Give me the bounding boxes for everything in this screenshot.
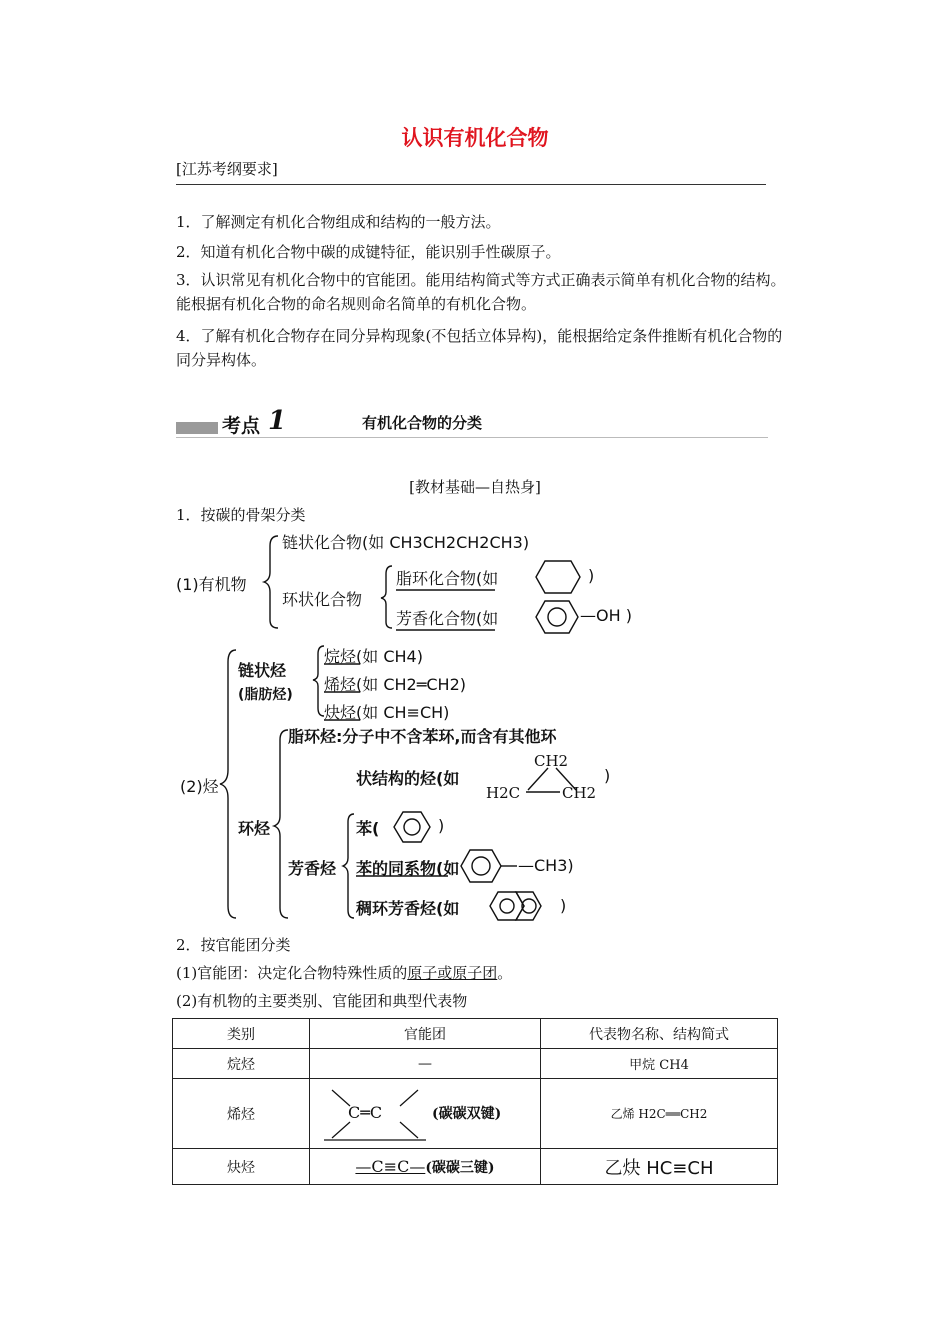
cyclopropane-left: H2C — [486, 784, 521, 802]
requirement-3: 3．认识常见有机化合物中的官能团。能用结构简式等方式正确表示简单有机化合物的结构。能根据有机化合物的命名规则命名简单的有机化合物。 — [176, 271, 786, 313]
cell-rep: 乙炔 HC≡CH — [541, 1149, 778, 1185]
benzene-line: 苯( — [356, 819, 380, 838]
section-number: 1 — [268, 406, 287, 436]
alicyclic-compounds: 脂环化合物(如 — [396, 569, 499, 588]
table-row — [173, 1149, 778, 1185]
benzene-close: ) — [438, 816, 445, 835]
fg-table — [172, 1018, 778, 1185]
alkene-formula: C═C — [348, 1103, 383, 1122]
skeleton-heading: 1．按碳的骨架分类 — [176, 506, 306, 524]
cyclopropane-right: CH2 — [562, 784, 597, 802]
requirements-label: [江苏考纲要求] — [176, 160, 278, 178]
fg-definition: (1)官能团：决定化合物特殊性质的原子或原子团。 — [176, 964, 513, 982]
aromatic-compounds: 芳香化合物(如 — [396, 609, 499, 628]
section-subheading: [教材基础—自热身] — [409, 478, 541, 496]
brace-chain — [313, 646, 324, 716]
header-category: 类别 — [173, 1019, 310, 1049]
fg-heading: 2．按官能团分类 — [176, 936, 291, 954]
toluene-ring-icon — [461, 850, 501, 882]
cell-rep: 乙烯 H2C══CH2 — [541, 1079, 778, 1149]
brace-ringhc — [274, 730, 288, 918]
alicyclic-hc-close: ) — [604, 766, 611, 785]
table-header-row — [173, 1019, 778, 1049]
chain-hydrocarbon-sub: (脂肪烃) — [238, 687, 293, 703]
cell-group — [310, 1149, 541, 1185]
requirement-4: 4．了解有机化合物存在同分异构现象(不包括立体异构)，能根据给定条件推断有机化合物的同分异构体。 — [176, 327, 783, 369]
cyclopropane-top: CH2 — [534, 752, 569, 770]
cell-category: 炔烃 — [173, 1149, 310, 1185]
requirement-1: 1．了解测定有机化合物组成和结构的一般方法。 — [176, 213, 501, 231]
aromatic-hydrocarbon: 芳香烃 — [288, 859, 337, 878]
fused-close: ) — [560, 896, 567, 915]
alkyne-line: 炔烃(如 CH≡CH) — [324, 703, 450, 722]
fg-table-heading: (2)有机物的主要类别、官能团和典型代表物 — [176, 992, 468, 1010]
brace-aromatic — [343, 814, 354, 918]
header-rep: 代表物名称、结构简式 — [541, 1019, 778, 1049]
organic-root: (1)有机物 — [176, 575, 247, 594]
brace-ring — [381, 566, 392, 628]
ring-hydrocarbon: 环烃 — [238, 819, 271, 838]
phenol-ring-icon — [536, 601, 578, 633]
requirement-2: 2．知道有机化合物中碳的成键特征，能识别手性碳原子。 — [176, 243, 561, 261]
brace-hydrocarbon — [220, 650, 236, 918]
fused-line: 稠环芳香烃(如 — [356, 899, 460, 918]
ring-compounds: 环状化合物 — [282, 590, 363, 609]
alkene-line: 烯烃(如 CH2═CH2) — [324, 675, 466, 694]
cell-rep: 甲烷 CH4 — [541, 1049, 778, 1079]
section-title: 有机化合物的分类 — [362, 414, 483, 432]
cell-category: 烷烃 — [173, 1049, 310, 1079]
alkene-note: (碳碳双键) — [432, 1106, 502, 1122]
toluene-ch3: —CH3) — [518, 856, 574, 875]
homolog-line: 苯的同系物(如 — [356, 859, 460, 878]
alicyclic-close: ) — [588, 566, 595, 585]
chain-hydrocarbon: 链状烃 — [238, 661, 287, 680]
brace-organic — [264, 536, 278, 628]
cyclohexane-icon — [536, 561, 580, 593]
alicyclic-hc-line1: 脂环烃:分子中不含苯环,而含有其他环 — [288, 727, 557, 746]
alkyne-formula: —C≡C— — [355, 1156, 426, 1176]
table-row — [173, 1079, 778, 1149]
cell-group — [310, 1079, 541, 1149]
alkane-line: 烷烃(如 CH4) — [324, 647, 423, 666]
phenol-oh: —OH ) — [580, 606, 632, 625]
alkyne-note: (碳碳三键) — [425, 1159, 495, 1176]
section-kaodian: 考点 — [222, 415, 261, 437]
table-row — [173, 1049, 778, 1079]
chain-compounds: 链状化合物(如 CH3CH2CH2CH3) — [282, 533, 530, 552]
cell-group: — — [310, 1049, 541, 1079]
page-title: 认识有机化合物 — [401, 126, 549, 150]
header-group: 官能团 — [310, 1019, 541, 1049]
cell-category: 烯烃 — [173, 1079, 310, 1149]
hydrocarbon-root: (2)烃 — [180, 777, 219, 796]
benzene-icon — [394, 812, 430, 842]
alicyclic-hc-line2: 状结构的烃(如 — [356, 769, 460, 788]
